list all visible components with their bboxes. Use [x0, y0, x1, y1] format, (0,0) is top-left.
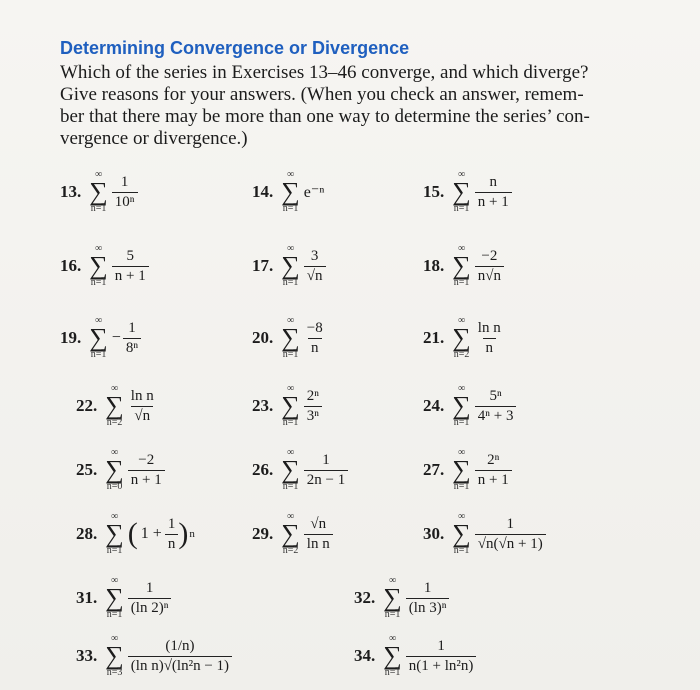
lower-limit: n=1: [453, 545, 470, 556]
upper-limit: ∞: [457, 315, 466, 326]
upper-limit: ∞: [457, 169, 466, 180]
fraction: [304, 516, 333, 553]
summation: [281, 244, 300, 288]
exercise-29: [252, 512, 333, 556]
upper-limit: ∞: [110, 383, 119, 394]
upper-limit: ∞: [110, 447, 119, 458]
numerator: 5: [126, 247, 135, 264]
fraction: [128, 452, 165, 489]
fraction: [304, 320, 326, 357]
left-paren: (: [127, 517, 138, 550]
sigma-symbol: ∑: [89, 251, 108, 280]
lower-limit: n=1: [90, 203, 107, 214]
exercise-number: 17.: [252, 256, 274, 275]
summation: [452, 384, 471, 428]
instructions: [60, 62, 672, 150]
sigma-symbol: ∑: [105, 455, 124, 484]
exercise-number: 20.: [252, 328, 274, 347]
instruction-line: Which of the series in Exercises 13–46 converge, and which diverge?: [60, 62, 589, 83]
exercise-number: 34.: [354, 646, 376, 665]
numerator: 2ⁿ: [487, 451, 500, 468]
fraction: [406, 580, 450, 617]
exercise-14: [252, 170, 324, 214]
denominator: 3ⁿ: [304, 406, 322, 425]
lower-limit: n=1: [282, 417, 299, 428]
sigma-symbol: ∑: [281, 391, 300, 420]
fraction: [475, 452, 512, 489]
instruction-line: vergence or divergence.): [60, 128, 248, 149]
fraction: [406, 638, 477, 675]
sigma-symbol: ∑: [89, 323, 108, 352]
exercise-26: [252, 448, 348, 492]
numerator: 1: [423, 579, 432, 596]
exercise-number: 25.: [76, 460, 98, 479]
exercise-number: 22.: [76, 396, 98, 415]
lower-limit: n=1: [453, 481, 470, 492]
summation: [281, 170, 300, 214]
summation: [105, 576, 124, 620]
fraction: [165, 516, 179, 553]
fraction: [475, 248, 504, 285]
lower-limit: n=1: [453, 417, 470, 428]
fraction: [128, 580, 172, 617]
sigma-symbol: ∑: [89, 177, 108, 206]
denominator: (ln n)√(ln²n − 1): [128, 656, 232, 675]
summation: [281, 512, 300, 556]
numerator: 1: [167, 515, 176, 532]
lower-limit: n=1: [384, 667, 401, 678]
exercise-16: [60, 244, 149, 288]
exponent: n: [189, 528, 195, 540]
denominator: √n: [304, 266, 326, 285]
summation: [105, 634, 124, 678]
exercise-number: 30.: [423, 524, 445, 543]
upper-limit: ∞: [94, 315, 103, 326]
exercise-25: [76, 448, 165, 492]
section-title: Determining Convergence or Divergence: [60, 38, 410, 58]
lower-limit: n=2: [282, 545, 299, 556]
instruction-line: Give reasons for your answers. (When you check an answer, remem-: [60, 84, 584, 105]
summation: [383, 576, 402, 620]
sigma-symbol: ∑: [452, 251, 471, 280]
sigma-symbol: ∑: [452, 455, 471, 484]
lower-limit: n=1: [90, 349, 107, 360]
exercise-19: [60, 316, 141, 360]
upper-limit: ∞: [286, 169, 295, 180]
lower-limit: n=1: [90, 277, 107, 288]
sigma-symbol: ∑: [452, 177, 471, 206]
lower-limit: n=1: [453, 203, 470, 214]
lower-limit: n=1: [282, 203, 299, 214]
upper-limit: ∞: [388, 633, 397, 644]
exercise-number: 14.: [252, 182, 274, 201]
numerator: −2: [138, 451, 155, 468]
exercise-17: [252, 244, 326, 288]
exercise-number: 29.: [252, 524, 274, 543]
upper-limit: ∞: [457, 447, 466, 458]
right-paren: ): [178, 517, 189, 550]
fraction: [304, 452, 348, 489]
term-expression: e⁻ⁿ: [303, 184, 325, 201]
exercise-22: [76, 384, 157, 428]
denominator: √n(√n + 1): [475, 534, 546, 553]
numerator: ln n: [130, 387, 154, 404]
numerator: 3: [310, 247, 319, 264]
exercise-number: 13.: [60, 182, 82, 201]
upper-limit: ∞: [457, 511, 466, 522]
denominator: n + 1: [112, 266, 149, 285]
lower-limit: n=2: [106, 417, 123, 428]
exercise-34: [354, 634, 476, 678]
exercise-13: [60, 170, 138, 214]
exercise-30: [423, 512, 546, 556]
numerator: −8: [306, 319, 323, 336]
denominator: n + 1: [128, 470, 165, 489]
one-plus: 1 +: [140, 525, 162, 542]
denominator: 2n − 1: [304, 470, 348, 489]
summation: [452, 244, 471, 288]
exercise-number: 31.: [76, 588, 98, 607]
denominator: ln n: [304, 534, 333, 553]
denominator: n: [483, 338, 497, 357]
numerator: 1: [128, 319, 136, 336]
sigma-symbol: ∑: [105, 583, 124, 612]
fraction: [475, 174, 512, 211]
denominator: n + 1: [475, 192, 512, 211]
exercise-15: [423, 170, 512, 214]
denominator: n: [165, 534, 179, 553]
exercise-number: 24.: [423, 396, 445, 415]
exercise-number: 16.: [60, 256, 82, 275]
exercise-27: [423, 448, 512, 492]
minus-sign: −: [111, 329, 121, 346]
numerator: (1/n): [165, 637, 195, 654]
numerator: √n: [310, 515, 327, 532]
exercise-number: 23.: [252, 396, 274, 415]
lower-limit: n=1: [282, 481, 299, 492]
summation: [105, 384, 124, 428]
exercise-21: [423, 316, 504, 360]
numerator: 1: [322, 451, 330, 468]
summation: [281, 384, 300, 428]
upper-limit: ∞: [110, 511, 119, 522]
fraction: [475, 388, 517, 425]
denominator: (ln 2)ⁿ: [128, 598, 172, 617]
upper-limit: ∞: [286, 243, 295, 254]
numerator: ln n: [477, 319, 501, 336]
summation: [89, 244, 108, 288]
lower-limit: n=1: [453, 277, 470, 288]
exercise-number: 33.: [76, 646, 98, 665]
fraction: [475, 516, 546, 553]
upper-limit: ∞: [94, 243, 103, 254]
upper-limit: ∞: [110, 575, 119, 586]
exercise-18: [423, 244, 504, 288]
fraction: [304, 388, 322, 425]
summation: [105, 448, 124, 492]
upper-limit: ∞: [457, 383, 466, 394]
upper-limit: ∞: [388, 575, 397, 586]
denominator: n + 1: [475, 470, 512, 489]
exercise-number: 21.: [423, 328, 445, 347]
instruction-line: ber that there may be more than one way to determine the series’ con-: [60, 106, 590, 127]
summation: [383, 634, 402, 678]
denominator: n: [308, 338, 322, 357]
fraction: [128, 388, 157, 425]
upper-limit: ∞: [286, 315, 295, 326]
denominator: n√n: [475, 266, 504, 285]
exercise-number: 27.: [423, 460, 445, 479]
sigma-symbol: ∑: [452, 519, 471, 548]
denominator: 4ⁿ + 3: [475, 406, 517, 425]
exercise-number: 19.: [60, 328, 82, 347]
fraction: [128, 638, 232, 675]
sigma-symbol: ∑: [281, 455, 300, 484]
sigma-symbol: ∑: [105, 391, 124, 420]
denominator: √n: [131, 406, 153, 425]
summation: [452, 512, 471, 556]
upper-limit: ∞: [94, 169, 103, 180]
exercise-24: [423, 384, 516, 428]
summation: [452, 316, 471, 360]
lower-limit: n=1: [282, 277, 299, 288]
fraction: [304, 248, 326, 285]
exercise-28: [76, 512, 195, 556]
exercise-32: [354, 576, 449, 620]
fraction: [123, 320, 141, 357]
denominator: 8ⁿ: [123, 338, 141, 357]
fraction: [475, 320, 504, 357]
exercise-number: 28.: [76, 524, 98, 543]
summation: [452, 170, 471, 214]
summation: [281, 448, 300, 492]
numerator: 1: [120, 173, 129, 190]
lower-limit: n=0: [106, 481, 123, 492]
lower-limit: n=1: [106, 545, 123, 556]
exercise-33: [76, 634, 232, 678]
exercise-23: [252, 384, 322, 428]
lower-limit: n=1: [282, 349, 299, 360]
upper-limit: ∞: [286, 447, 295, 458]
upper-limit: ∞: [286, 511, 295, 522]
upper-limit: ∞: [286, 383, 295, 394]
fraction: [112, 174, 138, 211]
exercise-number: 26.: [252, 460, 274, 479]
exercise-number: 15.: [423, 182, 445, 201]
sigma-symbol: ∑: [105, 641, 124, 670]
denominator: (ln 3)ⁿ: [406, 598, 450, 617]
lower-limit: n=3: [106, 667, 123, 678]
lower-limit: n=2: [453, 349, 470, 360]
sigma-symbol: ∑: [281, 323, 300, 352]
summation: [281, 316, 300, 360]
sigma-symbol: ∑: [281, 177, 300, 206]
exercise-number: 32.: [354, 588, 376, 607]
sigma-symbol: ∑: [281, 519, 300, 548]
numerator: 1: [437, 637, 445, 654]
numerator: 1: [145, 579, 154, 596]
sigma-symbol: ∑: [105, 519, 124, 548]
exercise-number: 18.: [423, 256, 445, 275]
sigma-symbol: ∑: [452, 323, 471, 352]
sigma-symbol: ∑: [452, 391, 471, 420]
exercise-31: [76, 576, 171, 620]
numerator: 5ⁿ: [489, 387, 502, 404]
numerator: n: [489, 173, 498, 190]
numerator: −2: [481, 247, 498, 264]
summation: [89, 316, 108, 360]
sigma-symbol: ∑: [383, 583, 402, 612]
numerator: 2ⁿ: [306, 387, 320, 404]
sigma-symbol: ∑: [281, 251, 300, 280]
numerator: 1: [506, 515, 514, 532]
fraction: [112, 248, 149, 285]
summation: [105, 512, 124, 556]
denominator: 10ⁿ: [112, 192, 138, 211]
summation: [89, 170, 108, 214]
summation: [452, 448, 471, 492]
lower-limit: n=1: [106, 609, 123, 620]
denominator: n(1 + ln²n): [406, 656, 477, 675]
lower-limit: n=1: [384, 609, 401, 620]
upper-limit: ∞: [457, 243, 466, 254]
exercise-20: [252, 316, 326, 360]
upper-limit: ∞: [110, 633, 119, 644]
sigma-symbol: ∑: [383, 641, 402, 670]
